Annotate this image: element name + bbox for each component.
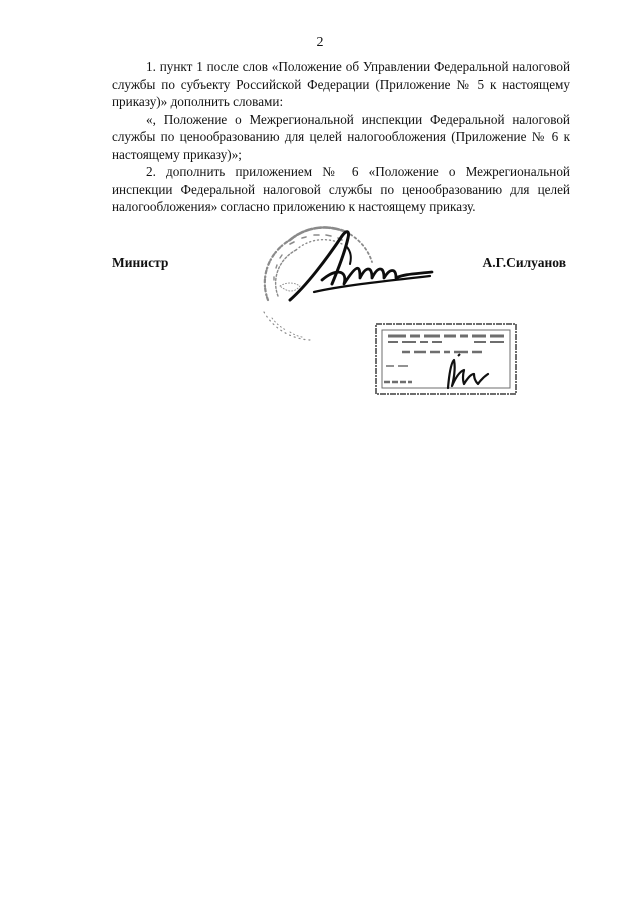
signatory-name: А.Г.Силуанов: [482, 255, 566, 270]
page-number: 2: [316, 35, 324, 50]
document-body: [112, 58, 570, 216]
signatory-title: Министр: [112, 255, 169, 270]
paragraph-item-2: 2. дополнить приложением № 6 «Положение о Межрегиональной инспекции Федеральной налоговой службы по ценообразованию для целей налогообложения» согласно приложению к настоящему приказу.: [112, 164, 570, 214]
registration-stamp: [374, 318, 518, 400]
minister-signature: [286, 226, 436, 304]
paragraph-item-1: 1. пункт 1 после слов «Положение об Управлении Федеральной налоговой службы по субъекту Российской Федерации (Приложение № 5 к настоящему приказу)» дополнить словами:: [112, 59, 570, 109]
paragraph-insertion: «, Положение о Межрегиональной инспекции Федеральной налоговой службы по ценообразованию для целей налогообложения (Приложение № 6 к настоящему приказу)»;: [112, 111, 570, 162]
